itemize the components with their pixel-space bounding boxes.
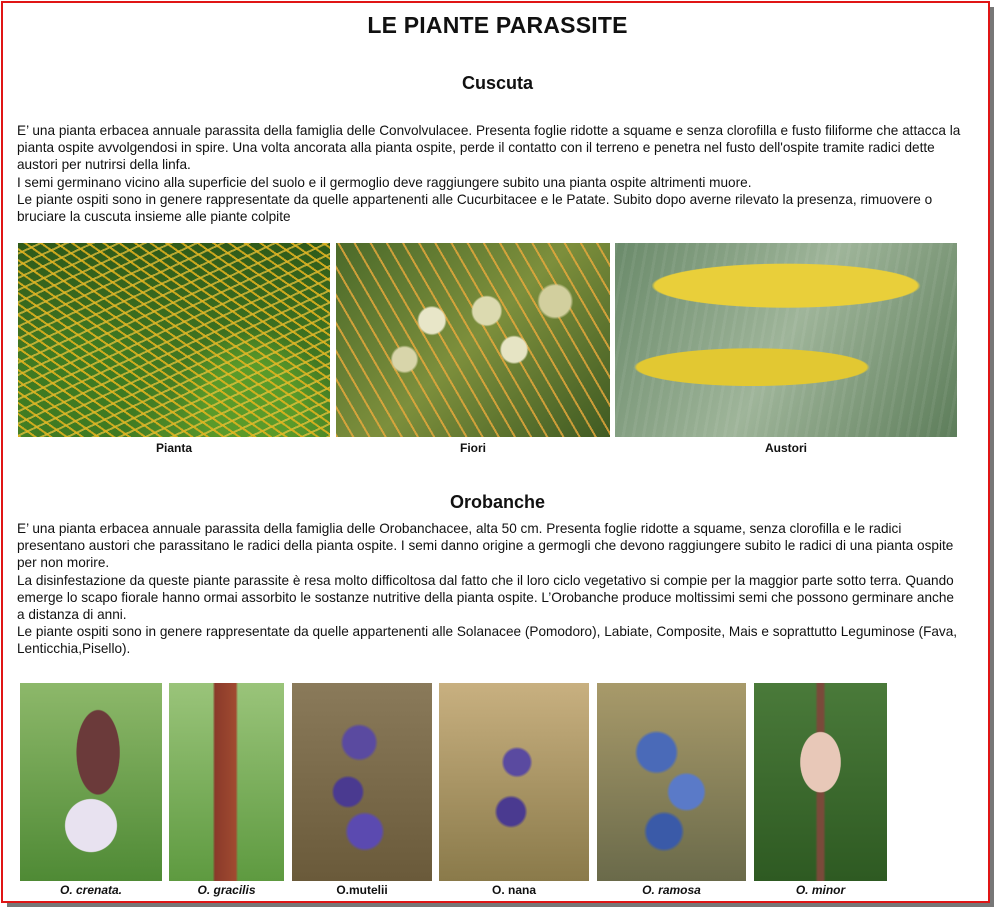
photo-o-gracilis	[169, 683, 284, 881]
caption-fiori: Fiori	[460, 441, 486, 455]
caption-pianta: Pianta	[155, 441, 192, 455]
caption-austori: Austori	[765, 441, 807, 455]
caption-o-crenata: O. crenata.	[59, 883, 123, 897]
caption-o-ramosa: O. ramosa	[642, 883, 701, 897]
cuscuta-heading: Cuscuta	[461, 73, 533, 93]
caption-o-minor: O. minor	[795, 883, 846, 897]
photo-cuscuta-fiori	[336, 243, 610, 437]
orobanche-text	[17, 520, 962, 658]
orobanche-paragraph-1: E’ una pianta erbacea annuale parassita della famiglia delle Orobanchacee, alta 50 cm. Presenta foglie ridotte a squame, senza clorofilla e le radici presentano austori che parassitano le radici della pianta ospite. I semi danno origine a germogli che devono raggiungere subito le radici di una pianta ospite per non morire.	[17, 521, 954, 571]
photo-o-nana	[439, 683, 589, 881]
photo-o-mutelii	[292, 683, 432, 881]
caption-o-mutelii: O.mutelii	[336, 883, 388, 897]
orobanche-paragraph-3: Le piante ospiti sono in genere rappresentate da quelle appartenenti alle Solanacee (Pomodoro), Labiate, Composite, Mais e soprattutto Leguminose (Fava, Lenticchia,Pisello).	[17, 624, 958, 657]
orobanche-heading: Orobanche	[449, 492, 546, 512]
photo-cuscuta-pianta	[18, 243, 330, 437]
photo-o-ramosa	[597, 683, 746, 881]
page-title: LE PIANTE PARASSITE	[367, 12, 628, 38]
caption-o-gracilis: O. gracilis	[197, 883, 256, 897]
photo-cuscuta-austori	[615, 243, 957, 437]
photo-o-crenata	[20, 683, 162, 881]
cuscuta-paragraph-3: Le piante ospiti sono in genere rappresentate da quelle appartenenti alle Cucurbitacee e le Patate. Subito dopo averne rilevato la presenza, rimuovere o bruciare la cuscuta insieme alle piante colpite	[17, 191, 933, 225]
cuscuta-paragraph-2: I semi germinano vicino alla superficie del suolo e il germoglio deve raggiungere subito una pianta ospite altrimenti muore.	[17, 174, 752, 190]
cuscuta-text	[17, 122, 962, 225]
photo-o-minor	[754, 683, 887, 881]
orobanche-paragraph-2: La disinfestazione da queste piante parassite è resa molto difficoltosa dal fatto che il loro ciclo vegetativo si compie per la maggior parte sotto terra. Quando emerge lo scapo fiorale hanno ormai assorbito le sostanze nutritive della pianta ospite. L’Orobanche produce moltissimi semi che possono germinare anche a distanza di anni.	[17, 572, 954, 623]
cuscuta-paragraph-1: E’ una pianta erbacea annuale parassita della famiglia delle Convolvulacee. Presenta foglie ridotte a squame e senza clorofilla e fusto filiforme che attacca la pianta ospite avvolgendosi in spire. Una volta ancorata alla pianta ospite, perde il contatto con il terreno e penetra nel fusto dell'ospite tramite radici dette austori per nutrirsi della linfa.	[17, 123, 961, 173]
caption-o-nana: O. nana	[491, 883, 536, 897]
